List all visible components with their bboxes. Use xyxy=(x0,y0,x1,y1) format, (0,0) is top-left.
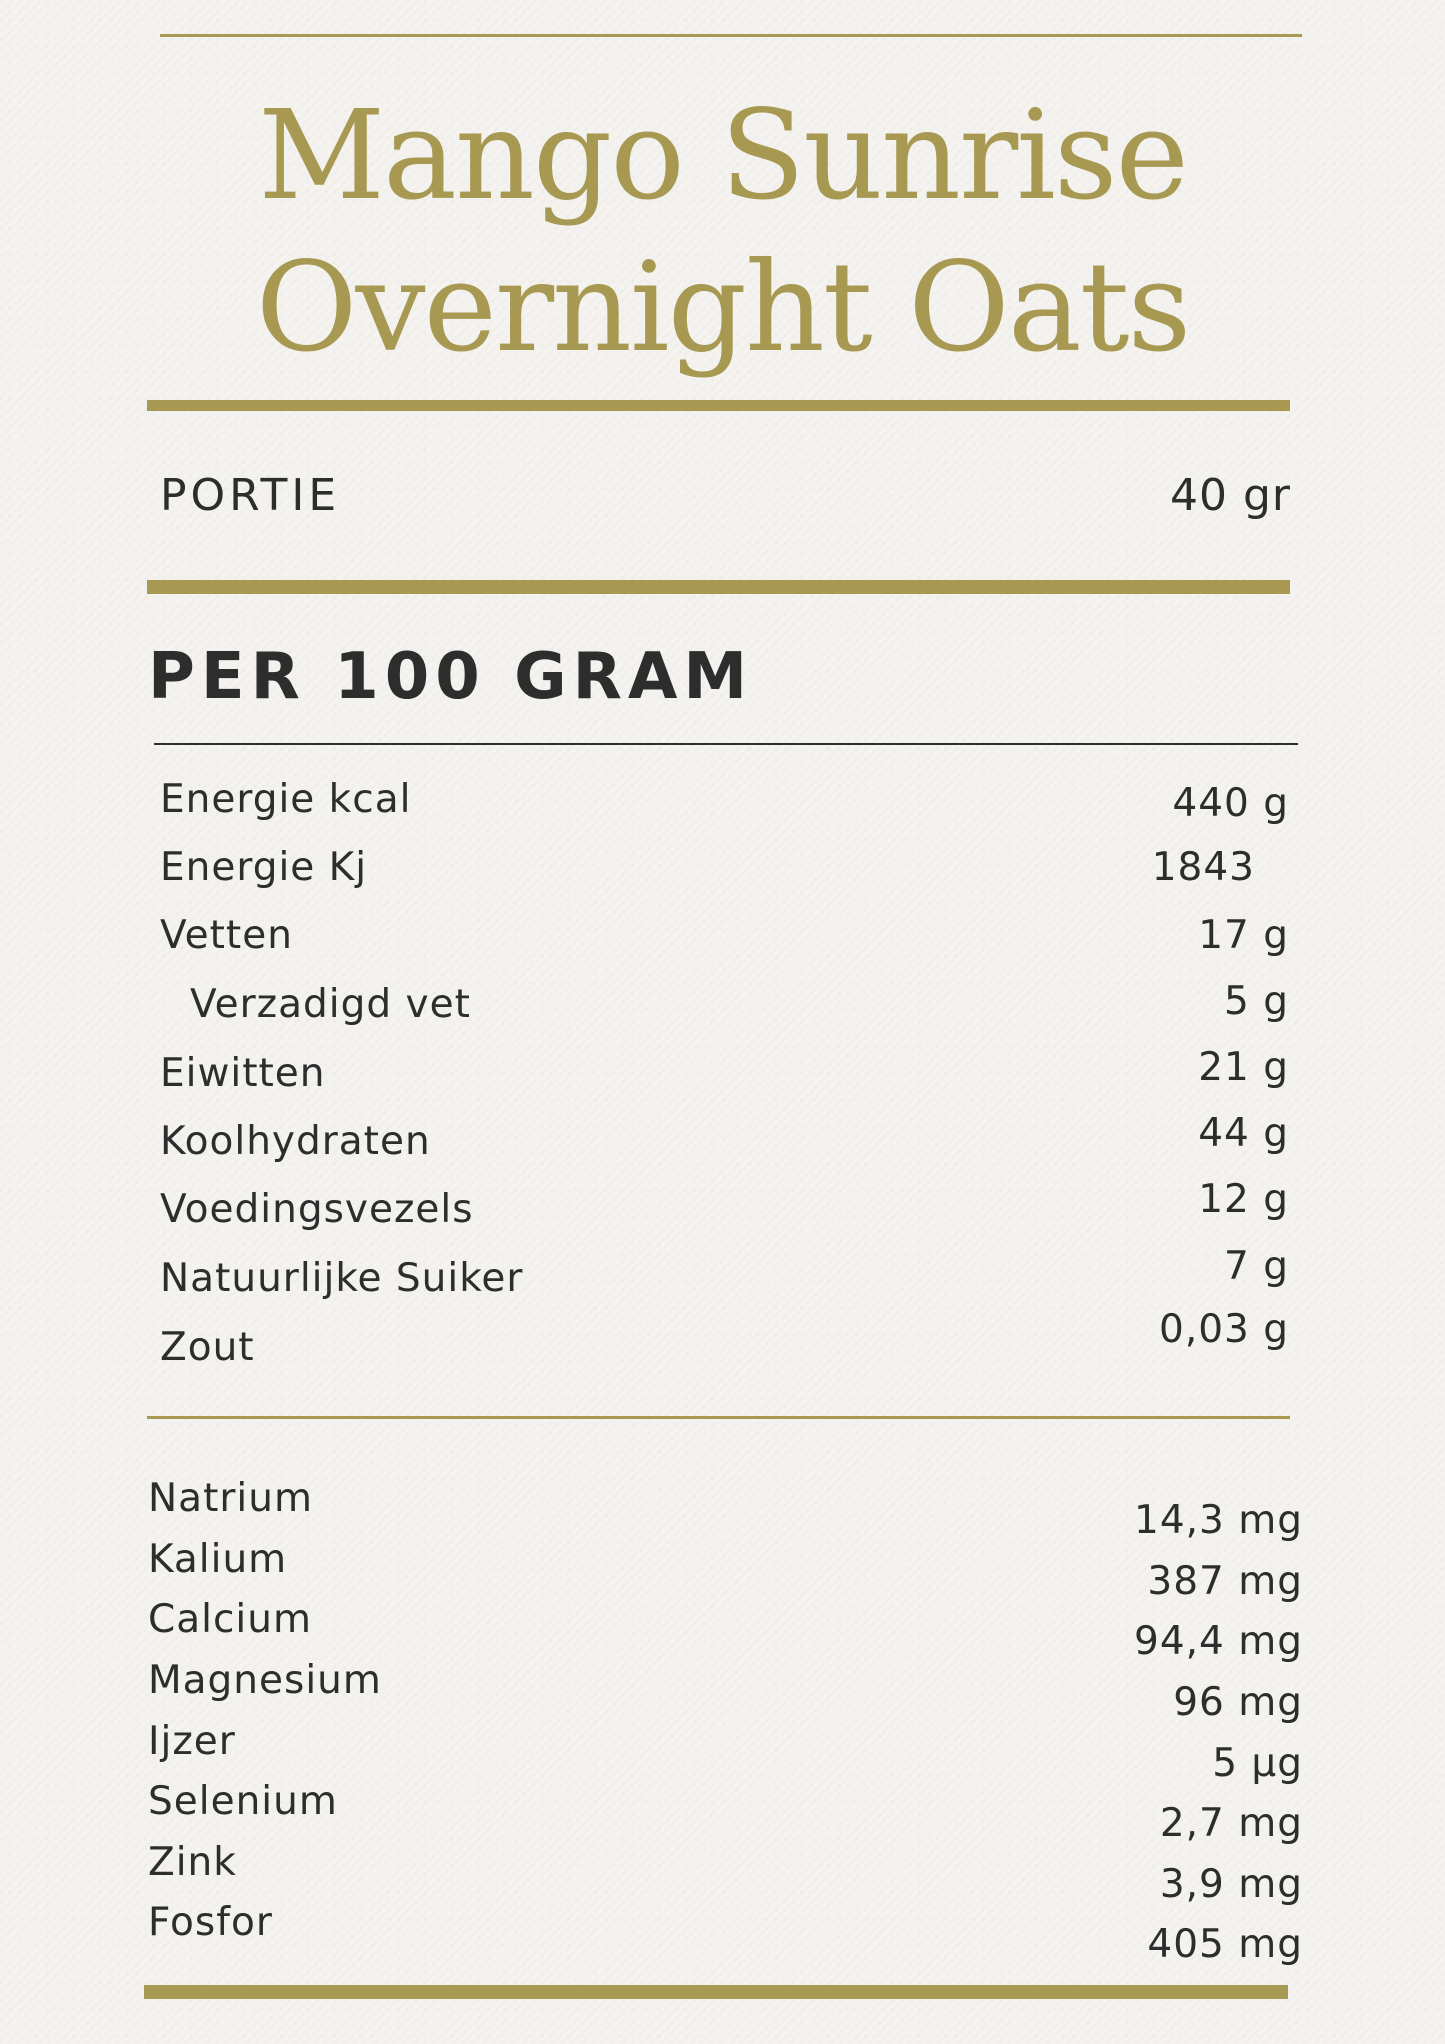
mineral-value-zinc: 3,9 mg xyxy=(1159,1862,1303,1907)
nutrient-label-fibre: Voedingsvezels xyxy=(160,1187,474,1232)
mineral-label-sodium: Natrium xyxy=(148,1476,313,1521)
nutrient-label-energy-kcal: Energie kcal xyxy=(160,777,412,822)
nutrient-value-fibre: 12 g xyxy=(1198,1177,1289,1222)
nutrient-value-protein: 21 g xyxy=(1198,1045,1289,1090)
serving-value: 40 gr xyxy=(1170,470,1291,521)
title-divider xyxy=(147,400,1290,411)
mineral-label-selenium: Selenium xyxy=(148,1779,338,1824)
nutrient-value-carbohydrates: 44 g xyxy=(1198,1111,1289,1156)
nutrient-value-energy-kj: 1843 xyxy=(1151,845,1255,890)
nutrient-value-fat: 17 g xyxy=(1198,913,1289,958)
mineral-label-iron: Ijzer xyxy=(148,1719,236,1764)
nutrient-label-energy-kj: Energie Kj xyxy=(160,845,368,890)
nutrient-label-carbohydrates: Koolhydraten xyxy=(160,1119,431,1164)
top-divider xyxy=(160,34,1302,37)
mineral-label-phosphorus: Fosfor xyxy=(148,1900,273,1945)
mineral-value-iron: 5 µg xyxy=(1212,1741,1303,1786)
mineral-value-phosphorus: 405 mg xyxy=(1147,1922,1303,1967)
serving-label: PORTIE xyxy=(160,470,341,521)
nutrient-value-energy-kcal: 440 g xyxy=(1172,781,1289,826)
nutrient-label-natural-sugar: Natuurlijke Suiker xyxy=(160,1256,524,1301)
mineral-label-potassium: Kalium xyxy=(148,1537,288,1582)
recipe-title-line-1: Mango Sunrise xyxy=(258,84,1187,228)
nutrient-label-saturated-fat: Verzadigd vet xyxy=(190,982,471,1027)
nutrient-label-protein: Eiwitten xyxy=(160,1051,326,1096)
mineral-label-zinc: Zink xyxy=(148,1840,237,1885)
mineral-value-magnesium: 96 mg xyxy=(1173,1680,1303,1725)
section-heading: PER 100 GRAM xyxy=(148,640,754,714)
mineral-value-sodium: 14,3 mg xyxy=(1134,1498,1303,1543)
mineral-label-calcium: Calcium xyxy=(148,1597,312,1642)
mineral-label-magnesium: Magnesium xyxy=(148,1658,382,1703)
nutrient-label-fat: Vetten xyxy=(160,913,293,958)
nutrient-label-salt: Zout xyxy=(160,1325,255,1370)
nutrient-value-saturated-fat: 5 g xyxy=(1224,979,1289,1024)
nutrient-value-salt: 0,03 g xyxy=(1159,1307,1289,1352)
minerals-divider xyxy=(147,1416,1290,1419)
mineral-value-potassium: 387 mg xyxy=(1147,1559,1303,1604)
mineral-value-calcium: 94,4 mg xyxy=(1134,1619,1303,1664)
mineral-value-selenium: 2,7 mg xyxy=(1159,1801,1303,1846)
recipe-title-line-2: Overnight Oats xyxy=(255,236,1190,380)
nutrient-value-natural-sugar: 7 g xyxy=(1224,1244,1289,1289)
recipe-title xyxy=(0,80,1445,384)
serving-divider xyxy=(147,580,1290,594)
heading-divider xyxy=(154,743,1298,745)
bottom-divider xyxy=(144,1985,1288,1999)
